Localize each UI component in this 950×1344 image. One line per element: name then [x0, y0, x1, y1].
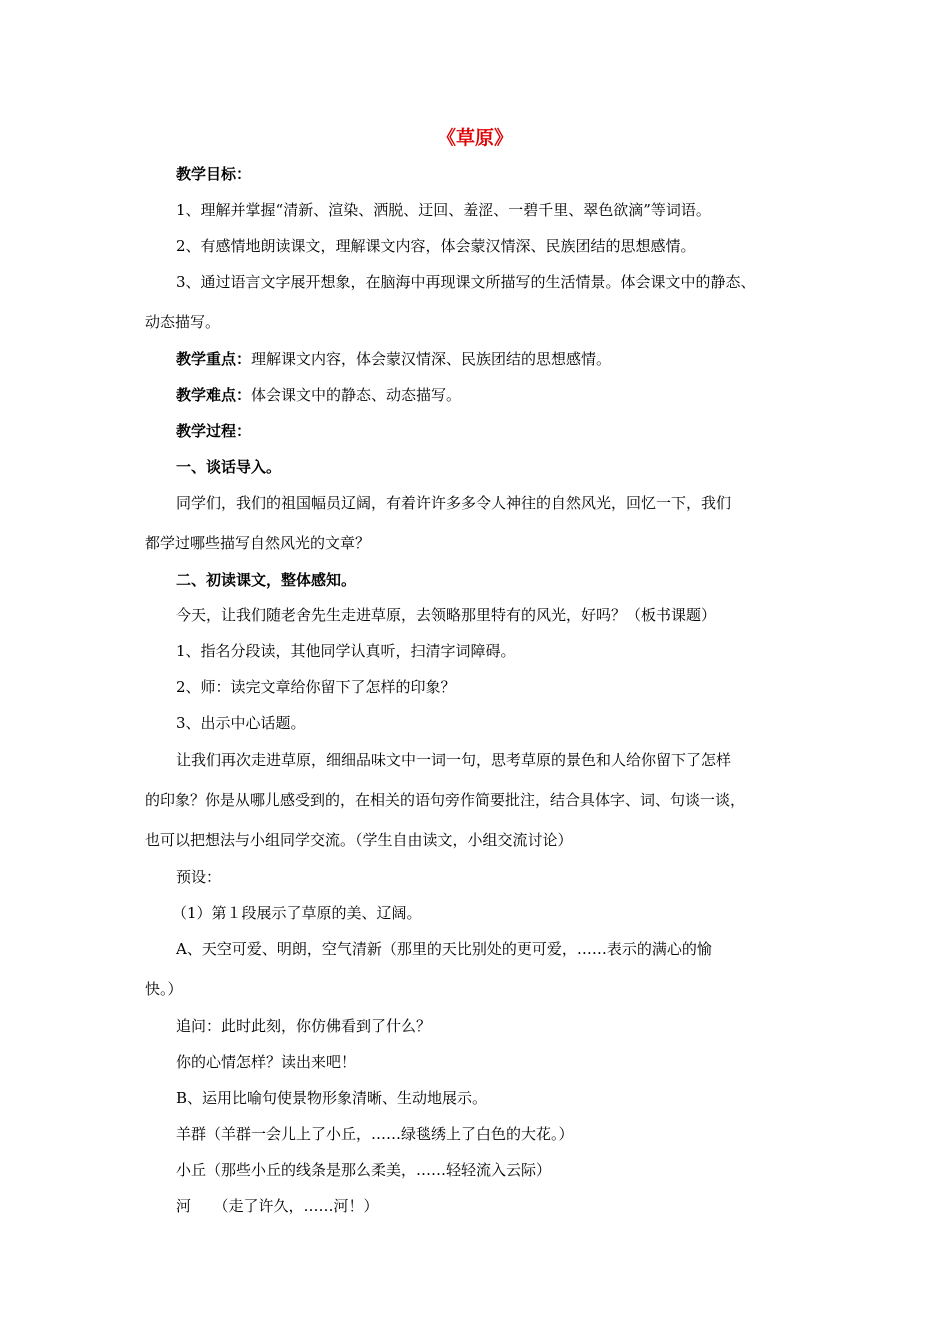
section2-para-line-2: 的印象？你是从哪儿感受到的，在相关的语句旁作简要批注，结合具体字、词、句谈一谈， — [145, 791, 746, 809]
section2-step-2: 2、师：读完文章给你留下了怎样的印象？ — [176, 678, 456, 696]
difficulty-label: 教学难点： — [176, 386, 252, 404]
item-b-line: B、运用比喻句使景物形象清晰、生动地展示。 — [176, 1089, 488, 1107]
section2-heading: 二、初读课文，整体感知。 — [176, 571, 357, 589]
section2-step-3: 3、出示中心话题。 — [176, 714, 306, 732]
section2-para-line-1: 让我们再次走进草原，细细品味文中一词一句，思考草原的景色和人给你留下了怎样 — [176, 751, 732, 769]
item-a-line-1: A、天空可爱、明朗，空气清新（那里的天比别处的更可爱，……表示的满心的愉 — [176, 940, 712, 958]
objective-item-2: 2、有感情地朗读课文，理解课文内容，体会蒙汉情深、民族团结的思想感情。 — [176, 237, 696, 255]
section1-heading: 一、谈话导入。 — [176, 458, 282, 476]
section2-step-1: 1、指名分段读，其他同学认真听，扫清字词障碍。 — [176, 642, 516, 660]
key-point — [176, 348, 611, 370]
difficulty-text: 体会课文中的静态、动态描写。 — [251, 386, 462, 404]
item-a-line-2: 快。） — [145, 980, 183, 998]
objective-item-3-line-2: 动态描写。 — [145, 313, 221, 331]
section1-para-line-1: 同学们，我们的祖国幅员辽阔，有着许许多多令人神往的自然风光，回忆一下，我们 — [176, 494, 732, 512]
objectives-heading: 教学目标： — [176, 165, 252, 183]
sheep-example: 羊群（羊群一会儿上了小丘，……绿毯绣上了白色的大花。） — [176, 1125, 574, 1143]
objective-item-3-line-1: 3、通过语言文字展开想象，在脑海中再现课文所描写的生活情景。体会课文中的静态、 — [176, 273, 756, 291]
followup-question: 追问：此时此刻，你仿佛看到了什么？ — [176, 1017, 432, 1035]
section2-para-line-3: 也可以把想法与小组同学交流。（学生自由读文，小组交流讨论） — [145, 831, 573, 849]
difficulty — [176, 384, 461, 406]
river-example: 河 （走了许久，……河！） — [176, 1197, 379, 1215]
document-title: 《草原》 — [436, 127, 513, 149]
preset-item-1: （1）第１段展示了草原的美、辽阔。 — [172, 904, 422, 922]
key-point-text: 理解课文内容，体会蒙汉情深、民族团结的思想感情。 — [251, 350, 612, 368]
section2-intro: 今天，让我们随老舍先生走进草原，去领略那里特有的风光，好吗？（板书课题） — [176, 606, 717, 624]
key-point-label: 教学重点： — [176, 350, 252, 368]
preset-label: 预设： — [176, 868, 222, 886]
process-heading: 教学过程： — [176, 422, 252, 440]
hill-example: 小丘（那些小丘的线条是那么柔美，……轻轻流入云际） — [176, 1161, 552, 1179]
mood-question: 你的心情怎样？读出来吧！ — [176, 1053, 357, 1071]
objective-item-1: 1、理解并掌握“清新、渲染、洒脱、迂回、羞涩、一碧千里、翠色欲滴”等词语。 — [176, 201, 711, 219]
section1-para-line-2: 都学过哪些描写自然风光的文章？ — [145, 534, 371, 552]
